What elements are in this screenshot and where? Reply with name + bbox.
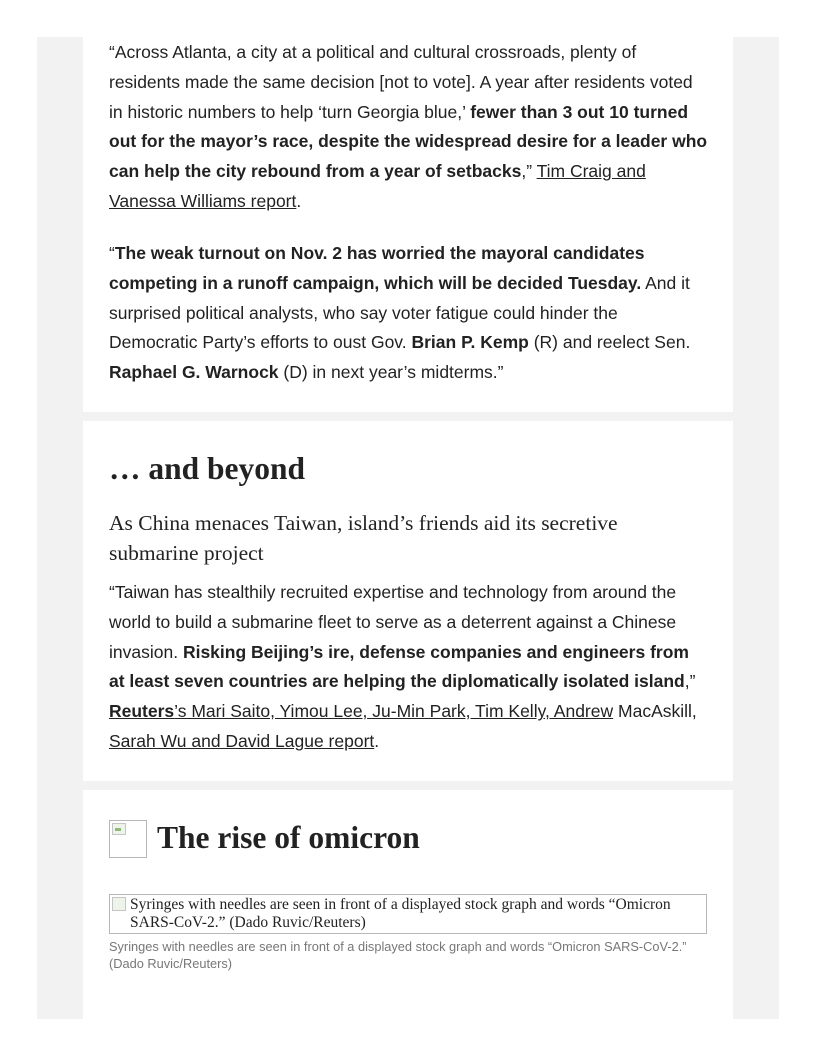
image-caption: Syringes with needles are seen in front of a displayed stock graph and words “Omicron SARS-CoV-2.” (Dado Ruvic/Reuters) — [109, 939, 687, 971]
paragraph-text: “Across Atlanta, a city at a political and cultural crossroads, plenty of residents made the same decision [not to vote]. A year after residents voted in historic numbers to help ‘turn Georgia blue,’ — [109, 42, 693, 122]
broken-image-icon — [112, 897, 126, 911]
paragraph-text: . — [374, 730, 380, 751]
reuters-link[interactable] — [109, 701, 613, 721]
paragraph-text: And it surprised political analysts, who say voter fatigue could hinder the Democratic Party’s efforts to oust Gov. — [109, 272, 690, 353]
article-image-placeholder[interactable] — [109, 894, 707, 934]
bold-highlight: fewer than 3 out 10 turned out for the mayor’s race, despite the widespread desire for a leader who can help the city rebound from a year of setbacks — [109, 101, 708, 182]
paragraph-text: ,” — [521, 161, 537, 182]
bold-highlight: Risking Beijing’s ire, defense companies and engineers from at least seven countries are helping the diplomatically isolated island — [109, 641, 689, 692]
image-alt-text: Syringes with needles are seen in front of a displayed stock graph and words “Omicron SARS-CoV-2.” (Dado Ruvic/Reuters) — [130, 896, 671, 931]
bold-name: Brian P. Kemp — [411, 332, 529, 353]
report-link[interactable]: Sarah Wu and David Lague report — [109, 730, 375, 751]
paragraph-text: ,” — [684, 671, 696, 692]
bold-highlight: The weak turnout on Nov. 2 has worried the mayoral candidates competing in a runoff campaign, which will be decided Tuesday. — [109, 243, 645, 293]
broken-image-icon — [109, 820, 147, 858]
bold-name: Raphael G. Warnock — [109, 362, 279, 383]
report-link[interactable]: Tim Craig and Vanessa Williams report — [109, 161, 646, 211]
paragraph-text: . — [296, 190, 302, 211]
source-name: Reuters — [109, 701, 175, 722]
paragraph-text: “Taiwan has stealthily recruited expertise and technology from around the world to build a submarine fleet to serve as a deterrent against a Chinese invasion. — [109, 582, 677, 662]
taiwan-quote-paragraph — [109, 578, 709, 757]
atlanta-story-card — [83, 37, 733, 412]
section-heading: … and beyond — [109, 451, 306, 486]
atlanta-quote-paragraph-1 — [109, 38, 709, 217]
omicron-section-card — [83, 790, 733, 1019]
atlanta-quote-paragraph-2 — [109, 239, 709, 388]
section-heading: The rise of omicron — [157, 820, 420, 855]
paragraph-text: “ — [109, 243, 115, 263]
paragraph-text: (R) and reelect Sen. — [528, 332, 691, 353]
story-title[interactable]: As China menaces Taiwan, island’s friends aid its secretive submarine project — [109, 511, 618, 565]
paragraph-text: (D) in next year’s midterms.” — [278, 362, 504, 383]
link-text: ’s Mari Saito, Yimou Lee, Ju-Min Park, Tim Kelly, Andrew — [174, 701, 614, 722]
beyond-section-card — [83, 421, 733, 781]
paragraph-text: MacAskill, — [613, 701, 697, 722]
